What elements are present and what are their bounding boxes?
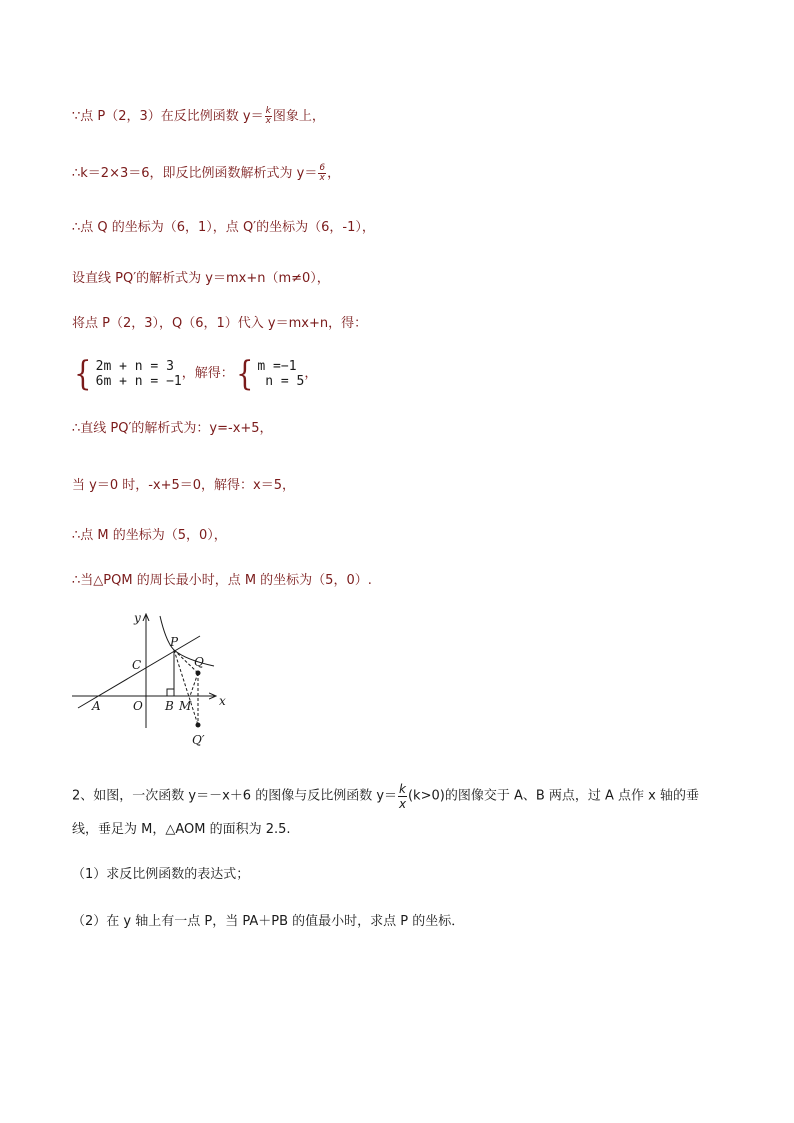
right-angle-mark <box>167 689 174 696</box>
fraction-k-over-x-problem2: $\frac{k}{x}$ <box>398 782 407 811</box>
solution-line-3: ∴点 Q 的坐标为（6，1），点 Q′的坐标为（6，-1）， <box>72 220 375 235</box>
solution-line-1: ∵点 P（2，3）在反比例函数 y＝ $\frac{k}{x}$ 图象上， <box>72 106 325 126</box>
dashed-q-m <box>190 673 198 696</box>
solution-line-9: ∴点 M 的坐标为（5，0）， <box>72 528 227 543</box>
solution-line-5: 将点 P（2，3），Q（6，1）代入 y＝mx+n，得： <box>72 316 368 331</box>
solution-line-2: ∴k＝2×3＝6，即反比例函数解析式为 y＝ $\frac{6}{x}$ ， <box>72 163 341 183</box>
equation-2: 6m + n = −1 <box>95 374 182 389</box>
label-c: C <box>132 658 142 672</box>
label-q-prime: Q′ <box>192 733 205 747</box>
left-brace: { <box>74 354 92 394</box>
solution-line-10: ∴当△PQM 的周长最小时，点 M 的坐标为（5，0）. <box>72 573 372 588</box>
problem2-line-1: 2、如图，一次函数 y＝－x＋6 的图像与反比例函数 y＝ $\frac{k}{x}$ (k>0)的图像交于 A、B 两点，过 A 点作 x 轴的垂 <box>72 782 700 811</box>
solution-line-8: 当 y＝0 时，-x+5＝0，解得：x＝5， <box>72 478 296 493</box>
solution-line-4: 设直线 PQ′的解析式为 y＝mx+n（m≠0）， <box>72 271 330 286</box>
label-b: B <box>165 699 174 713</box>
label-m: M <box>179 699 192 713</box>
geometry-figure <box>66 608 246 753</box>
label-a: A <box>92 699 101 713</box>
equation-system-line: { 2m + n = 3 6m + n = −1 ，解得： { m =−1 n = 5 ， <box>72 357 317 391</box>
solve-label: ，解得： <box>181 366 234 381</box>
equation-system <box>72 354 182 394</box>
problem2-line-3: （1）求反比例函数的表达式； <box>72 867 250 882</box>
problem2-line-2: 线，垂足为 M，△AOM 的面积为 2.5. <box>72 822 291 837</box>
solution-2: n = 5 <box>257 374 305 389</box>
solution-line-7: ∴直线 PQ′的解析式为：y=-x+5， <box>72 421 273 436</box>
point-q-prime <box>196 723 201 728</box>
problem2-line-4: （2）在 y 轴上有一点 P，当 PA＋PB 的值最小时，求点 P 的坐标． <box>72 914 465 929</box>
line-pq-prime <box>78 636 200 708</box>
label-o: O <box>133 699 143 713</box>
point-q <box>196 671 201 676</box>
solution-1: m =−1 <box>257 359 297 374</box>
fraction-6-over-x: $\frac{6}{x}$ <box>319 163 326 183</box>
left-brace: { <box>235 354 254 394</box>
hyperbola-curve <box>160 616 214 666</box>
label-y: y <box>134 611 141 625</box>
solution-system <box>234 354 305 394</box>
equation-1: 2m + n = 3 <box>95 359 174 374</box>
label-x: x <box>219 694 226 708</box>
label-q: Q <box>194 655 204 669</box>
label-p: P <box>170 635 179 649</box>
fraction-k-over-x: $\frac{k}{x}$ <box>265 106 271 126</box>
